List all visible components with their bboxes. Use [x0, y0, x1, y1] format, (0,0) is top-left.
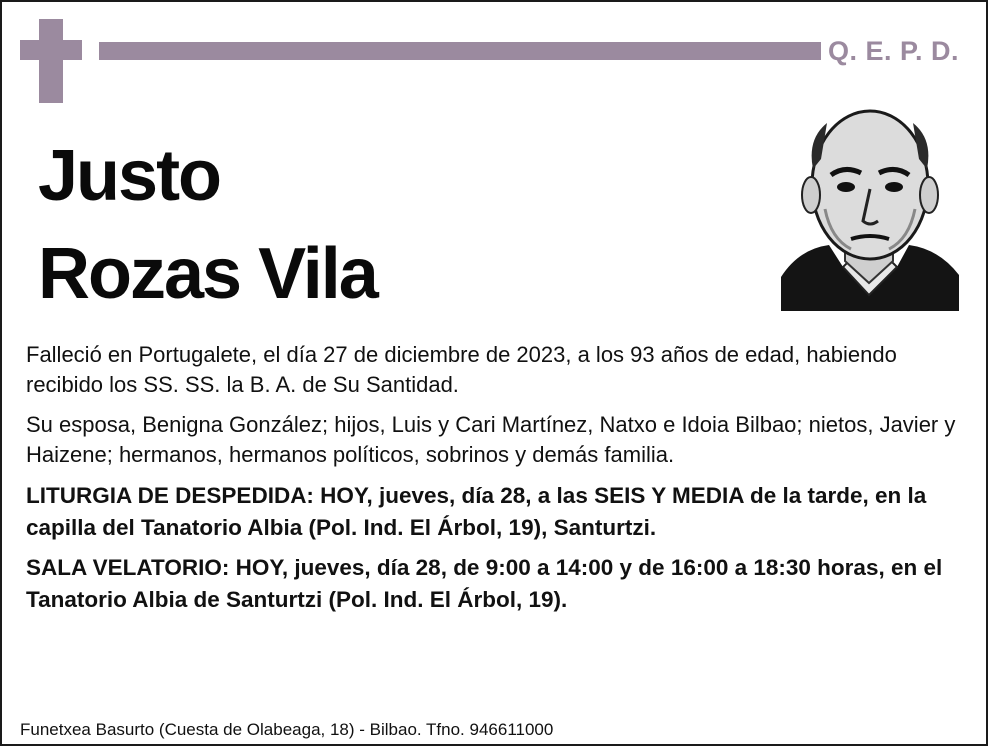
family-paragraph: Su esposa, Benigna González; hijos, Luis y Cari Martínez, Natxo e Idoia Bilbao; nietos, Javier y Haizene; hermanos, hermanos políticos, sobrinos y demás familia.: [26, 412, 956, 467]
cross-vertical-bar: [39, 19, 63, 103]
obituary-body: [26, 340, 966, 624]
funeral-home-footer: Funetxea Basurto (Cuesta de Olabeaga, 18) - Bilbao. Tfno. 946611000: [20, 720, 554, 739]
header-rule: [99, 42, 821, 60]
death-notice-paragraph: Falleció en Portugalete, el día 27 de diciembre de 2023, a los 93 años de edad, habiendo recibido los SS. SS. la B. A. de Su Santidad.: [26, 342, 897, 397]
deceased-surname: Rozas Vila: [38, 234, 377, 314]
liturgy-paragraph: LITURGIA DE DESPEDIDA: HOY, jueves, día 28, a las SEIS Y MEDIA de la tarde, en la capilla del Tanatorio Albia (Pol. Ind. El Árbol, 19), Santurtzi.: [26, 483, 927, 540]
cross-horizontal-bar: [20, 40, 82, 60]
deceased-first-name: Justo: [38, 136, 221, 216]
qepd-label: Q. E. P. D.: [828, 36, 960, 66]
portrait-photo: [781, 99, 959, 311]
wake-paragraph: SALA VELATORIO: HOY, jueves, día 28, de 9:00 a 14:00 y de 16:00 a 18:30 horas, en el Tanatorio Albia de Santurtzi (Pol. Ind. El Árbol, 19).: [26, 555, 943, 612]
